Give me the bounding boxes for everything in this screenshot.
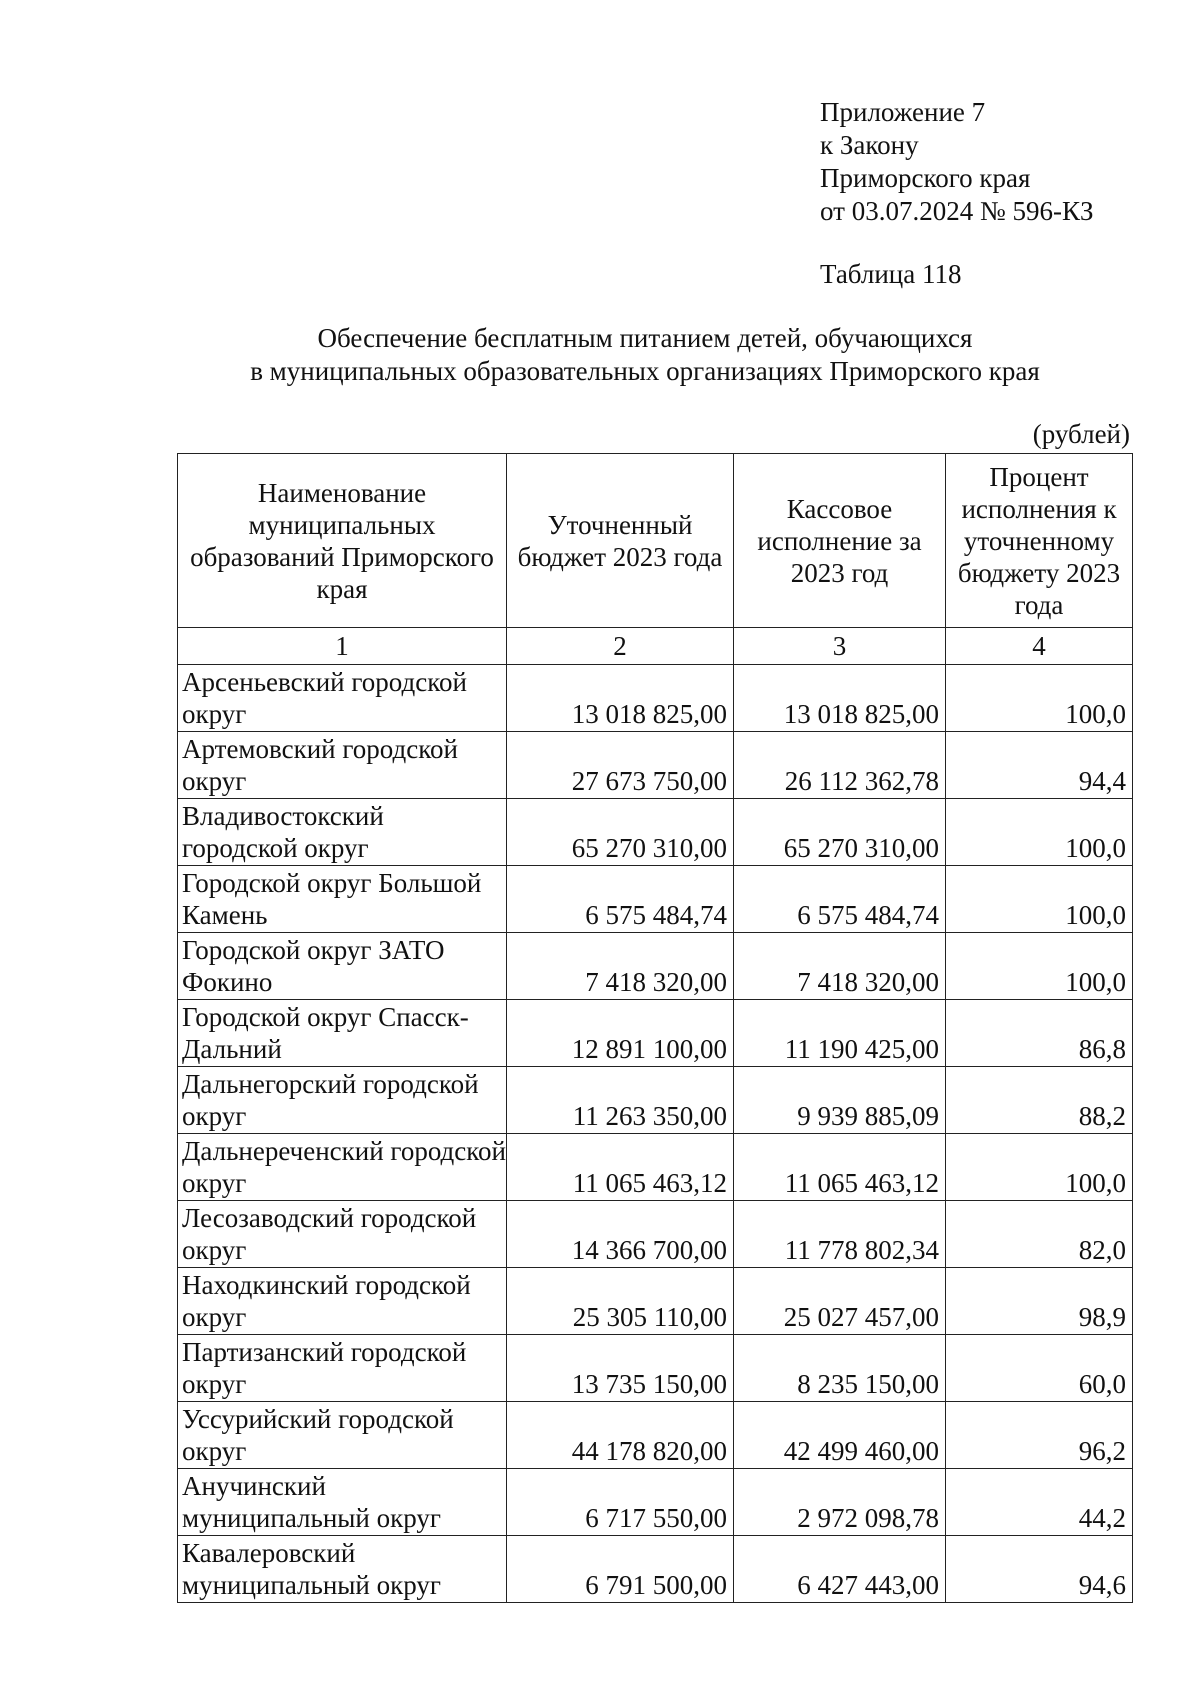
municipality-cell: Партизанский городской округ (178, 1335, 507, 1402)
municipality-cell: Дальнереченский городской округ (178, 1134, 507, 1201)
appendix-line: Приморского края (820, 163, 1031, 193)
table-row (178, 1536, 1133, 1603)
table-row (178, 933, 1133, 1000)
title-line: Обеспечение бесплатным питанием детей, обучающихся (317, 323, 973, 353)
appendix-block (820, 96, 1093, 228)
municipality-cell: Уссурийский городской округ (178, 1402, 507, 1469)
budget-cell: 65 270 310,00 (507, 799, 734, 866)
budget-cell: 25 305 110,00 (507, 1268, 734, 1335)
column-number: 2 (507, 628, 734, 665)
units-label: (рублей) (1032, 419, 1130, 449)
table-number: Таблица 118 (820, 259, 962, 289)
column-header-percent: Процент исполнения к уточненному бюджету 2023 года (946, 454, 1133, 628)
table-row (178, 665, 1133, 732)
budget-cell: 13 018 825,00 (507, 665, 734, 732)
percent-cell: 94,4 (946, 732, 1133, 799)
percent-cell: 82,0 (946, 1201, 1133, 1268)
municipality-cell: Арсеньевский городской округ (178, 665, 507, 732)
budget-cell: 44 178 820,00 (507, 1402, 734, 1469)
column-number-row (178, 628, 1133, 665)
table-row (178, 866, 1133, 933)
execution-cell: 11 190 425,00 (734, 1000, 946, 1067)
document-title (160, 322, 1130, 388)
table-header-row (178, 454, 1133, 628)
municipality-cell: Городской округ ЗАТО Фокино (178, 933, 507, 1000)
appendix-line: Приложение 7 (820, 97, 986, 127)
budget-cell: 12 891 100,00 (507, 1000, 734, 1067)
municipality-cell: Артемовский городской округ (178, 732, 507, 799)
table-row (178, 1067, 1133, 1134)
percent-cell: 44,2 (946, 1469, 1133, 1536)
percent-cell: 96,2 (946, 1402, 1133, 1469)
execution-cell: 26 112 362,78 (734, 732, 946, 799)
appendix-line: от 03.07.2024 № 596-КЗ (820, 196, 1094, 226)
table-row (178, 1134, 1133, 1201)
table-row (178, 1469, 1133, 1536)
column-number: 3 (734, 628, 946, 665)
execution-cell: 8 235 150,00 (734, 1335, 946, 1402)
table-row (178, 1402, 1133, 1469)
execution-cell: 11 778 802,34 (734, 1201, 946, 1268)
execution-cell: 6 427 443,00 (734, 1536, 946, 1603)
budget-cell: 6 791 500,00 (507, 1536, 734, 1603)
municipality-cell: Дальнегорский городской округ (178, 1067, 507, 1134)
table-row (178, 1335, 1133, 1402)
budget-cell: 11 065 463,12 (507, 1134, 734, 1201)
table-row (178, 799, 1133, 866)
column-header-budget: Уточненный бюджет 2023 года (507, 454, 734, 628)
municipality-cell: Находкинский городской округ (178, 1268, 507, 1335)
percent-cell: 60,0 (946, 1335, 1133, 1402)
column-number: 1 (178, 628, 507, 665)
budget-cell: 14 366 700,00 (507, 1201, 734, 1268)
column-header-municipality: Наименование муниципальных образований Приморского края (178, 454, 507, 628)
percent-cell: 100,0 (946, 1134, 1133, 1201)
table-row (178, 732, 1133, 799)
budget-cell: 7 418 320,00 (507, 933, 734, 1000)
table-row (178, 1000, 1133, 1067)
percent-cell: 100,0 (946, 799, 1133, 866)
percent-cell: 100,0 (946, 665, 1133, 732)
column-number: 4 (946, 628, 1133, 665)
percent-cell: 98,9 (946, 1268, 1133, 1335)
municipality-cell: Владивостокский городской округ (178, 799, 507, 866)
appendix-line: к Закону (820, 130, 919, 160)
municipality-cell: Кавалеровский муниципальный округ (178, 1536, 507, 1603)
municipality-cell: Анучинский муниципальный округ (178, 1469, 507, 1536)
municipality-cell: Городской округ Спасск-Дальний (178, 1000, 507, 1067)
percent-cell: 88,2 (946, 1067, 1133, 1134)
budget-cell: 13 735 150,00 (507, 1335, 734, 1402)
percent-cell: 86,8 (946, 1000, 1133, 1067)
municipality-cell: Лесозаводский городской округ (178, 1201, 507, 1268)
budget-cell: 6 575 484,74 (507, 866, 734, 933)
execution-cell: 11 065 463,12 (734, 1134, 946, 1201)
column-header-execution: Кассовое исполнение за 2023 год (734, 454, 946, 628)
budget-table (177, 453, 1133, 1603)
budget-cell: 6 717 550,00 (507, 1469, 734, 1536)
execution-cell: 6 575 484,74 (734, 866, 946, 933)
budget-cell: 11 263 350,00 (507, 1067, 734, 1134)
table-row (178, 1268, 1133, 1335)
execution-cell: 13 018 825,00 (734, 665, 946, 732)
execution-cell: 25 027 457,00 (734, 1268, 946, 1335)
execution-cell: 42 499 460,00 (734, 1402, 946, 1469)
percent-cell: 94,6 (946, 1536, 1133, 1603)
execution-cell: 2 972 098,78 (734, 1469, 946, 1536)
title-line: в муниципальных образовательных организациях Приморского края (250, 356, 1040, 386)
municipality-cell: Городской округ Большой Камень (178, 866, 507, 933)
percent-cell: 100,0 (946, 866, 1133, 933)
execution-cell: 65 270 310,00 (734, 799, 946, 866)
execution-cell: 9 939 885,09 (734, 1067, 946, 1134)
percent-cell: 100,0 (946, 933, 1133, 1000)
execution-cell: 7 418 320,00 (734, 933, 946, 1000)
table-row (178, 1201, 1133, 1268)
budget-cell: 27 673 750,00 (507, 732, 734, 799)
